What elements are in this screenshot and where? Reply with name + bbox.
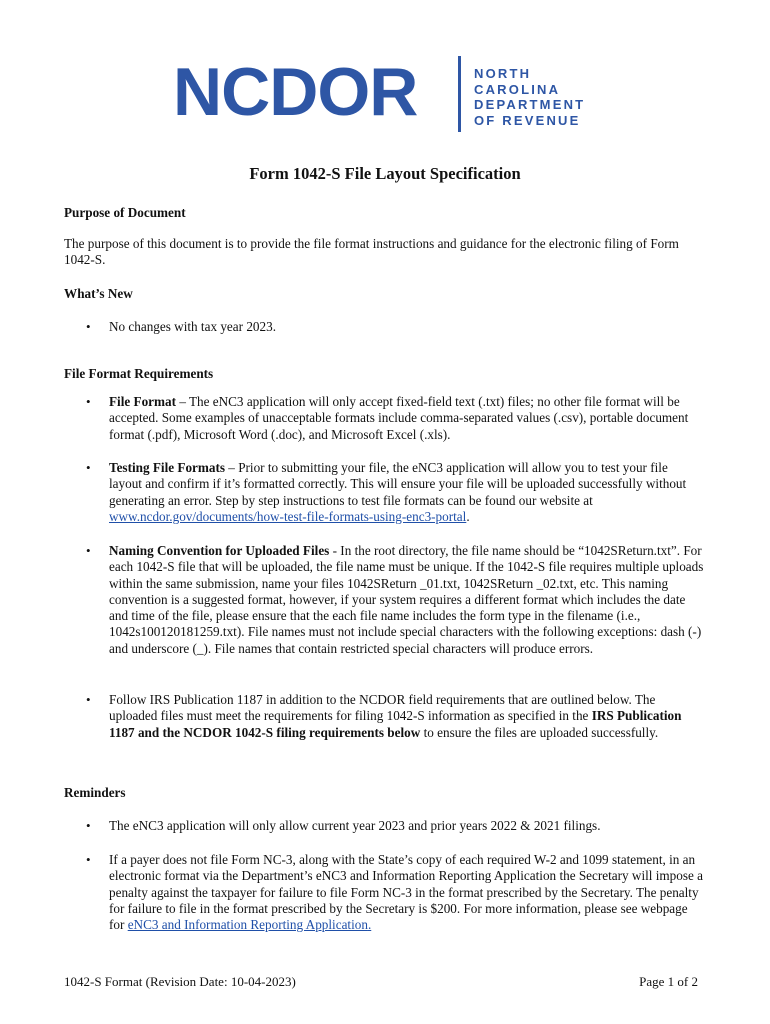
testing-after: . bbox=[466, 508, 470, 524]
ncdor-logo bbox=[173, 56, 613, 136]
reminder-item bbox=[86, 818, 704, 834]
follow-text-before: Follow IRS Publication 1187 in addition to the NCDOR field requirements that are outlined below. The uploaded files must meet the requirements for filing 1042-S information as specified in the bbox=[109, 692, 656, 724]
bullet-icon: • bbox=[86, 460, 91, 475]
follow-bold: IRS Publication 1187 and the NCDOR 1042-S filing requirements below bbox=[109, 708, 682, 740]
purpose-text: The purpose of this document is to provide the file format instructions and guidance for the electronic filing of Form 1042-S. bbox=[64, 236, 679, 268]
bullet-icon: • bbox=[86, 852, 91, 867]
logo-subtitle bbox=[474, 66, 585, 128]
logo-line: OF REVENUE bbox=[474, 112, 581, 128]
reminder-penalty-text: If a payer does not file Form NC-3, along with the State’s copy of each required W-2 and 1099 statement, in an electronic format via the Department’s eNC3 and Information Reporting Application the Secretary will impose a penalty against the taxpayer for failure to file Form NC-3 in the format prescribed by the Secretary. The penalty for failure to file in the format prescribed by the Secretary is $200. For more information, please see webpage for bbox=[109, 852, 703, 933]
naming-text: - In the root directory, the file name should be “1042SReturn.txt”. For each 1042-S file that will be uploaded, the file name must be unique. If the 1042-S file requires multiple uploads within the same submission, name your files 1042SReturn _01.txt, 1042SReturn _02.txt, etc. This naming convention is a suggested format, however, if your system requires a different format which includes the date and time of the file, please ensure that the each file name includes the form type in the filename (i.e., 1042s100120181259.txt). File names must not include special characters with the following exceptions: dash (-) and underscore (_). File names that contain restricted special characters will produce errors. bbox=[109, 543, 704, 656]
requirements-heading: File Format Requirements bbox=[64, 366, 214, 381]
purpose-heading: Purpose of Document bbox=[64, 205, 186, 220]
follow-text-after: to ensure the files are uploaded successfully. bbox=[420, 724, 659, 740]
bullet-icon: • bbox=[86, 543, 91, 558]
logo-line: NORTH bbox=[474, 66, 532, 81]
reminders-heading: Reminders bbox=[64, 785, 126, 800]
document-title: Form 1042-S File Layout Specification bbox=[249, 164, 521, 183]
logo-line: CAROLINA bbox=[474, 81, 561, 97]
logo-line: DEPARTMENT bbox=[474, 97, 586, 112]
file-format-text: – The eNC3 application will only accept fixed-field text (.txt) files; no other file format will be accepted. Some examples of unacceptable formats include comma-separated values (.csv), portable document format (.pdf), Microsoft Word (.doc), and Microsoft Excel (.xls). bbox=[109, 394, 689, 442]
reminder-item bbox=[86, 852, 704, 933]
bullet-icon: • bbox=[86, 319, 91, 334]
requirement-file-format bbox=[86, 394, 704, 443]
footer-revision: 1042-S Format (Revision Date: 10-04-2023) bbox=[64, 974, 296, 989]
reminder-period: . bbox=[367, 917, 372, 933]
requirement-naming bbox=[86, 543, 704, 657]
enc3-application-link[interactable]: eNC3 and Information Reporting Application bbox=[127, 917, 368, 933]
bullet-icon: • bbox=[86, 394, 91, 409]
logo-divider bbox=[458, 56, 461, 132]
requirement-follow bbox=[86, 692, 704, 741]
test-file-formats-link[interactable]: www.ncdor.gov/documents/how-test-file-formats-using-enc3-portal bbox=[109, 508, 467, 524]
testing-text: – Prior to submitting your file, the eNC3 application will allow you to test your file layout and confirm if it’s formatted correctly. This will ensure your file will be uploaded successfully without generating an error. Step by step instructions to test file formats can be found our website at bbox=[109, 460, 687, 508]
bullet-icon: • bbox=[86, 818, 91, 833]
whats-new-item bbox=[86, 319, 704, 335]
file-format-label: File Format bbox=[109, 394, 177, 409]
whats-new-item-text: No changes with tax year 2023. bbox=[109, 319, 276, 334]
bullet-icon: • bbox=[86, 692, 91, 707]
whats-new-heading: What’s New bbox=[64, 286, 133, 301]
naming-label: Naming Convention for Uploaded Files bbox=[109, 543, 330, 558]
footer-page-number: Page 1 of 2 bbox=[639, 974, 698, 989]
testing-label: Testing File Formats bbox=[109, 460, 225, 475]
requirement-testing bbox=[86, 460, 704, 525]
reminder-item-text: The eNC3 application will only allow current year 2023 and prior years 2022 & 2021 filings. bbox=[109, 818, 601, 833]
logo-wordmark: NCDOR bbox=[173, 54, 418, 130]
